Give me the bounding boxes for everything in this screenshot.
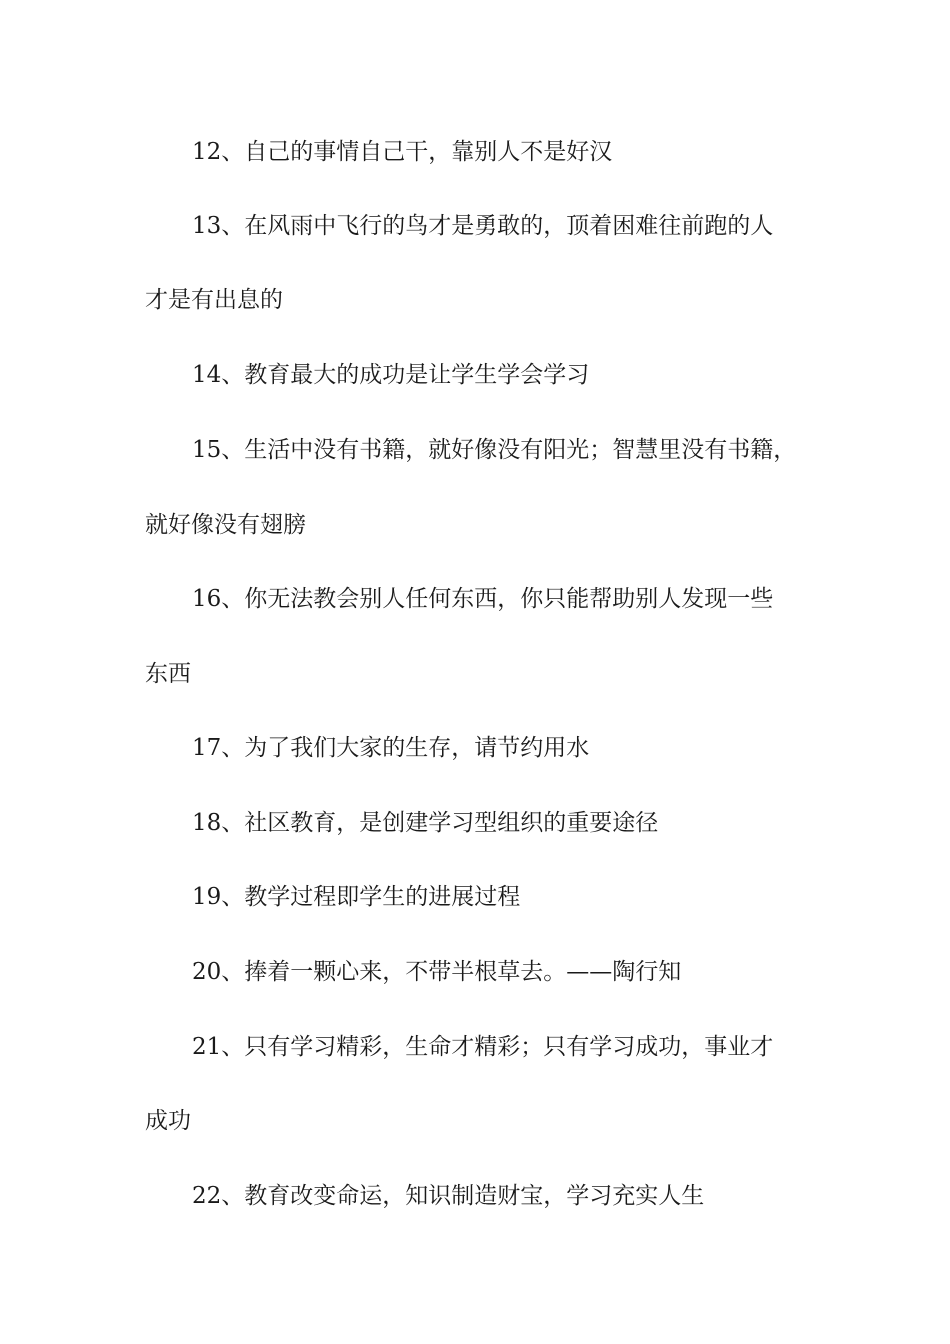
text-line: 20、捧着一颗心来，不带半根草去。——陶行知 bbox=[192, 959, 682, 985]
text-line: 东西 bbox=[145, 661, 191, 687]
text-line: 19、教学过程即学生的进展过程 bbox=[192, 884, 521, 910]
text-line: 才是有出息的 bbox=[145, 287, 283, 313]
text-line: 就好像没有翅膀 bbox=[145, 512, 306, 538]
text-line: 22、教育改变命运，知识制造财宝，学习充实人生 bbox=[192, 1183, 705, 1209]
text-line: 15、生活中没有书籍，就好像没有阳光；智慧里没有书籍， bbox=[192, 437, 797, 463]
text-line: 16、你无法教会别人任何东西，你只能帮助别人发现一些 bbox=[192, 586, 774, 612]
text-line: 21、只有学习精彩，生命才精彩；只有学习成功，事业才 bbox=[192, 1034, 774, 1060]
text-line: 成功 bbox=[145, 1108, 191, 1134]
text-line: 18、社区教育，是创建学习型组织的重要途径 bbox=[192, 810, 659, 836]
text-line: 14、教育最大的成功是让学生学会学习 bbox=[192, 362, 590, 388]
text-line: 17、为了我们大家的生存，请节约用水 bbox=[192, 735, 590, 761]
text-line: 13、在风雨中飞行的鸟才是勇敢的，顶着困难往前跑的人 bbox=[192, 213, 774, 239]
text-line: 12、自己的事情自己干，靠别人不是好汉 bbox=[192, 139, 613, 165]
